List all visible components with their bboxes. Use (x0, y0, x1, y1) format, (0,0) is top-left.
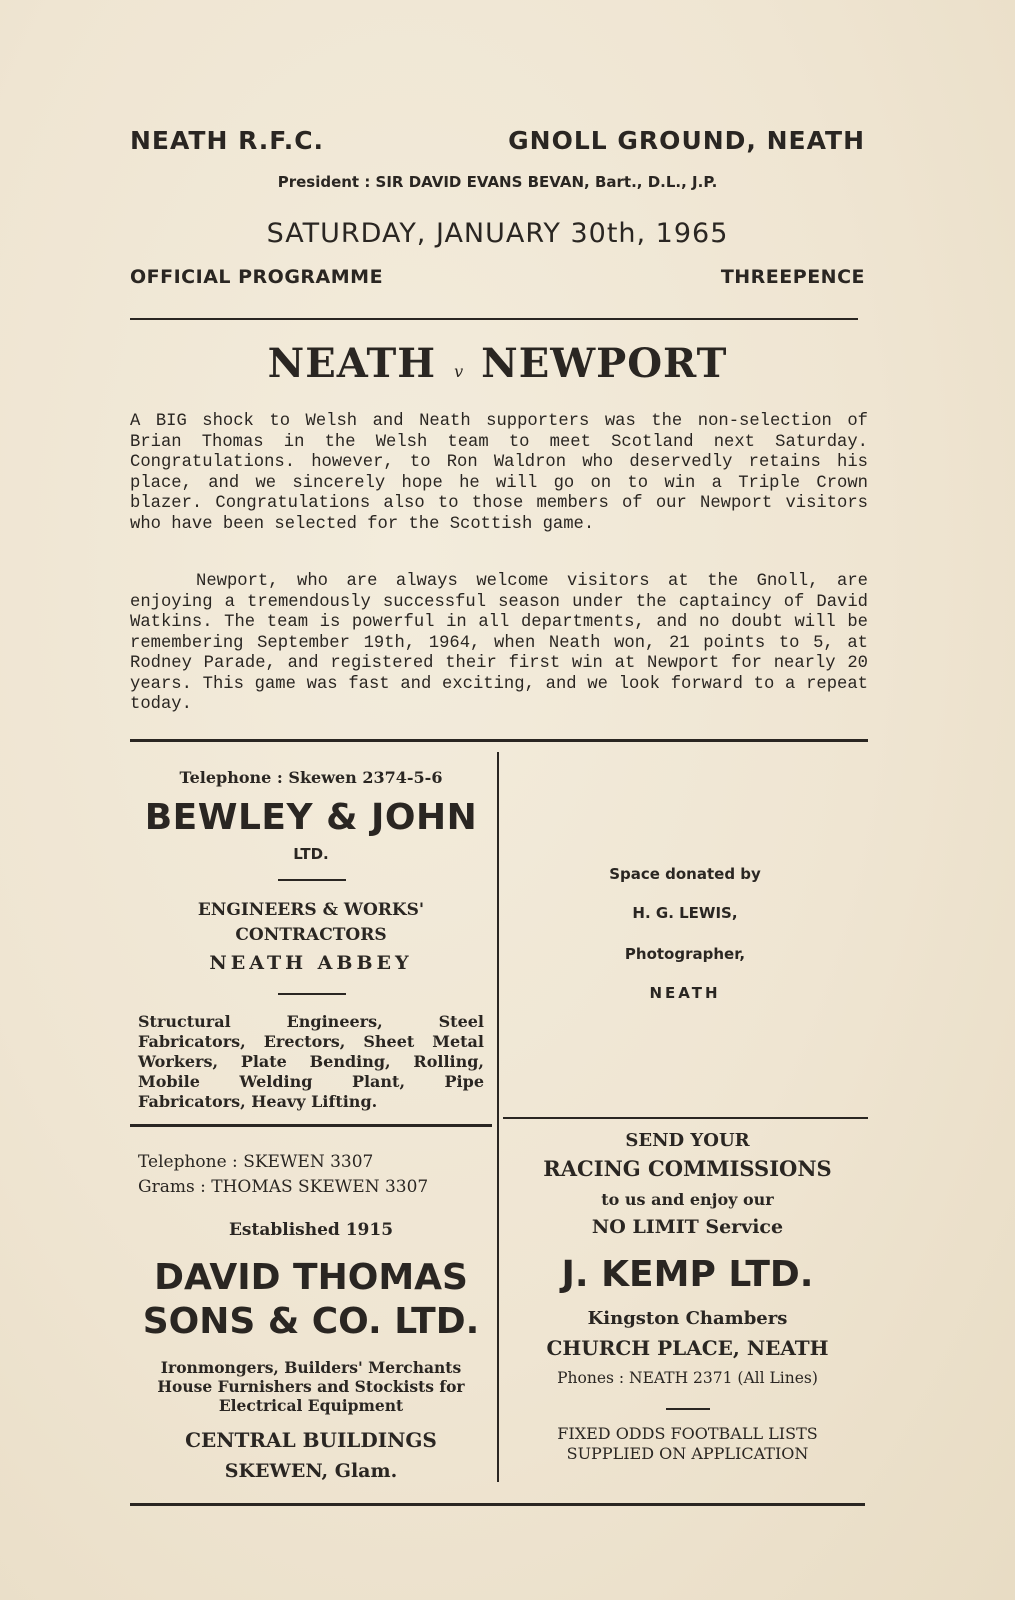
bewley-name: BEWLEY & JOHN (144, 797, 478, 838)
bewley-trade-line1: ENGINEERS & WORKS' (197, 900, 425, 920)
ads-center-rule (497, 752, 499, 1482)
bewley-telephone: Telephone : Skewen 2374-5-6 (179, 768, 443, 787)
davidthomas-address1: CENTRAL BUILDINGS (185, 1428, 437, 1452)
hglewis-line3: Photographer, (624, 945, 746, 963)
ads-left-mid-rule (130, 1124, 492, 1127)
ads-top-rule (130, 739, 868, 742)
kemp-address1: Kingston Chambers (587, 1308, 788, 1329)
match-date: SATURDAY, JANUARY 30th, 1965 (266, 218, 729, 249)
davidthomas-desc-line1: Ironmongers, Builders' Merchants (160, 1358, 462, 1377)
davidthomas-name (130, 1256, 492, 1344)
ads-bottom-rule (130, 1503, 865, 1506)
bewley-trade (130, 898, 492, 948)
bewley-trade-line2: CONTRACTORS (235, 925, 387, 945)
versus: v (454, 362, 464, 381)
article-paragraph-1: A BIG shock to Welsh and Neath supporters was the non-selection of Brian Thomas in the Welsh team to meet Scotland next Saturday. Congratulations. however, to Ron Waldron who deservedly retains his place, and we sincerely hope he will go on to win a Triple Crown blazer. Congratulations also to those members of our Newport visitors who have been selected for the Scottish game. (130, 412, 868, 534)
kemp-footer (500, 1424, 875, 1464)
davidthomas-name-line2: SONS & CO. LTD. (142, 1301, 480, 1342)
kemp-phones: Phones : NEATH 2371 (All Lines) (557, 1369, 818, 1387)
kemp-line2: RACING COMMISSIONS (543, 1156, 832, 1181)
kemp-footer-line1: FIXED ODDS FOOTBALL LISTS (557, 1424, 818, 1443)
hglewis-line2: H. G. LEWIS, (632, 904, 738, 922)
price-label: THREEPENCE (720, 266, 865, 288)
club-name: NEATH R.F.C. (130, 126, 325, 155)
davidthomas-desc-line2: House Furnishers and Stockists for (157, 1377, 465, 1396)
davidthomas-established: Established 1915 (228, 1220, 394, 1240)
davidthomas-telephone: Telephone : SKEWEN 3307 (138, 1152, 374, 1172)
header-top-row (130, 126, 865, 155)
davidthomas-contact (138, 1150, 488, 1200)
ground-name: GNOLL GROUND, NEATH (508, 126, 865, 155)
davidthomas-description (130, 1358, 492, 1415)
hglewis-line1: Space donated by (609, 865, 761, 883)
kemp-name: J. KEMP LTD. (561, 1254, 814, 1295)
davidthomas-address2: SKEWEN, Glam. (224, 1460, 398, 1482)
kemp-line4: NO LIMIT Service (591, 1216, 784, 1238)
kemp-footer-line2: SUPPLIED ON APPLICATION (566, 1444, 809, 1463)
davidthomas-name-line1: DAVID THOMAS (154, 1257, 468, 1298)
kemp-divider (666, 1408, 710, 1410)
ads-right-mid-rule (503, 1117, 868, 1119)
programme-label: OFFICIAL PROGRAMME (130, 266, 384, 288)
davidthomas-grams: Grams : THOMAS SKEWEN 3307 (138, 1177, 429, 1197)
bewley-description: Structural Engineers, Steel Fabricators, Erectors, Sheet Metal Workers, Plate Bending, Rolling, Mobile Welding Plant, Pipe Fabricators, Heavy Lifting. (138, 1012, 484, 1111)
hglewis-line4: NEATH (649, 984, 721, 1002)
article-paragraph-2: Newport, who are always welcome visitors at the Gnoll, are enjoying a tremendously successful season under the captaincy of David Watkins. The team is powerful in all departments, and no doubt will be remembering September 19th, 1964, when Neath won, 21 points to 5, at Rodney Parade, and registered their first win at Newport for nearly 20 years. This game was fast and exciting, and we look forward to a repeat today. (130, 572, 868, 714)
kemp-address2: CHURCH PLACE, NEATH (546, 1336, 829, 1360)
president-line: President : SIR DAVID EVANS BEVAN, Bart., D.L., J.P. (277, 173, 718, 191)
bewley-divider-2 (278, 993, 346, 995)
bewley-location: NEATH ABBEY (209, 952, 413, 974)
home-team: NEATH (267, 340, 437, 387)
match-title (130, 340, 865, 387)
bewley-ltd: LTD. (293, 845, 329, 863)
bewley-divider-1 (278, 879, 346, 881)
davidthomas-desc-line3: Electrical Equipment (218, 1396, 404, 1415)
away-team: NEWPORT (481, 340, 728, 387)
header-bottom-row (130, 266, 865, 288)
kemp-line1: SEND YOUR (625, 1130, 750, 1151)
header-rule (130, 318, 858, 320)
kemp-line3: to us and enjoy our (601, 1190, 774, 1209)
